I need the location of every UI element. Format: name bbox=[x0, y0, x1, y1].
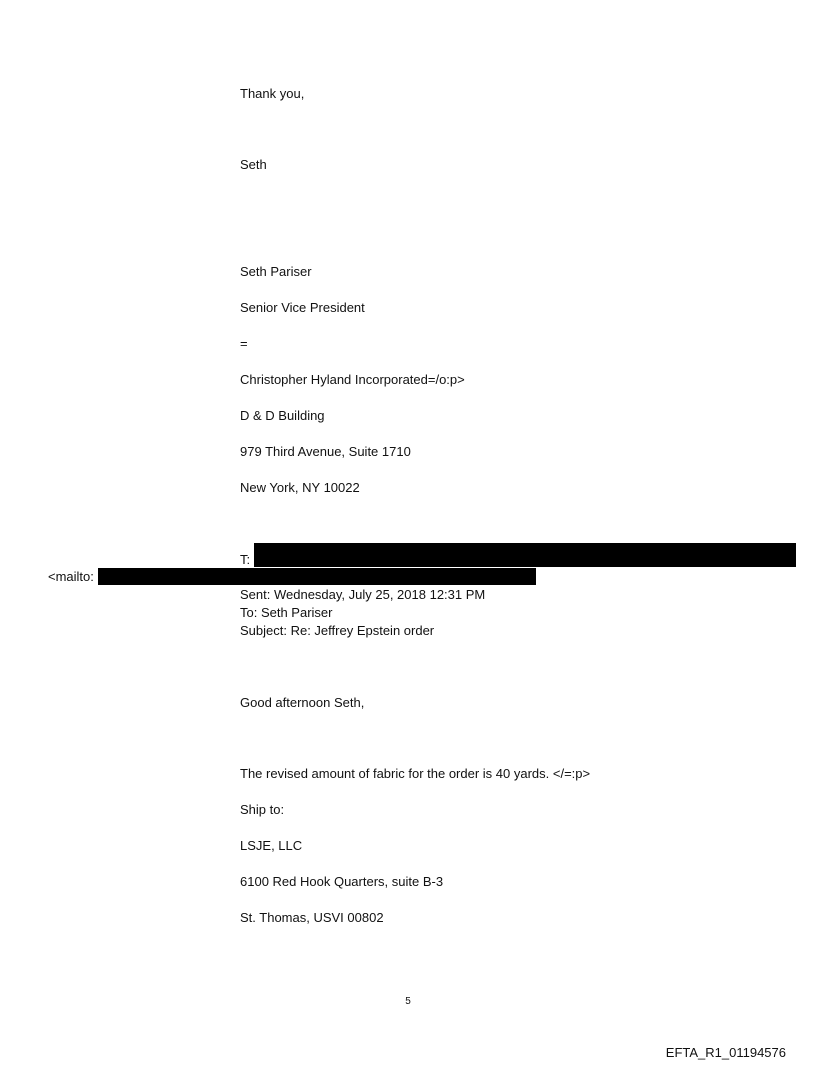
mailto-label: <mailto: bbox=[48, 569, 94, 584]
closing-line: Thank you, bbox=[240, 86, 305, 101]
signature-street: 979 Third Avenue, Suite 1710 bbox=[240, 444, 411, 459]
signature-city: New York, NY 10022 bbox=[240, 480, 360, 495]
ship-to-label: Ship to: bbox=[240, 802, 285, 817]
header-sent: Sent: Wednesday, July 25, 2018 12:31 PM bbox=[240, 587, 486, 602]
header-to: To: Seth Pariser bbox=[240, 605, 333, 620]
signature-title: Senior Vice President bbox=[240, 300, 365, 315]
header-subject: Subject: Re: Jeffrey Epstein order bbox=[240, 623, 435, 638]
body-greeting: Good afternoon Seth, bbox=[240, 695, 365, 710]
signature-name: Seth Pariser bbox=[240, 264, 312, 279]
redaction-bar-phone bbox=[254, 543, 796, 567]
document-id: EFTA_R1_01194576 bbox=[665, 1045, 786, 1060]
signature-building: D & D Building bbox=[240, 408, 325, 423]
page-number: 5 bbox=[405, 996, 411, 1007]
ship-city: St. Thomas, USVI 00802 bbox=[240, 910, 384, 925]
redaction-bar-email bbox=[98, 568, 536, 585]
phone-label: T: bbox=[240, 552, 251, 567]
ship-street: 6100 Red Hook Quarters, suite B-3 bbox=[240, 874, 444, 889]
ship-name: LSJE, LLC bbox=[240, 838, 303, 853]
body-message: The revised amount of fabric for the order is 40 yards. </=:p> bbox=[240, 766, 591, 781]
signature-company: Christopher Hyland Incorporated=/o:p> bbox=[240, 372, 465, 387]
sender-first-name: Seth bbox=[240, 157, 267, 172]
signature-separator: = bbox=[240, 336, 248, 351]
